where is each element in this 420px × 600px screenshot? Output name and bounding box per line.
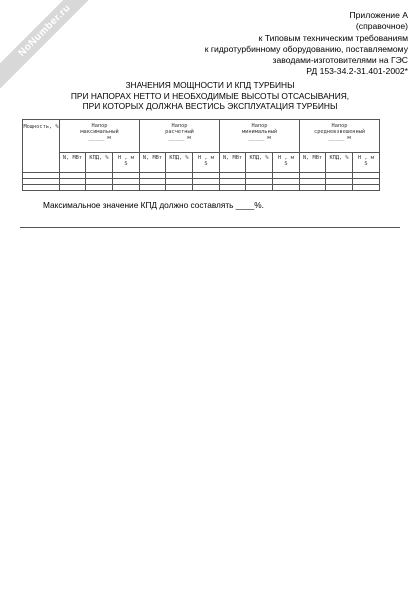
table-cell <box>113 185 140 191</box>
max-efficiency-note: Максимальное значение КПД должно составлять ____%. <box>43 200 264 210</box>
table-cell <box>166 185 193 191</box>
table-cell <box>220 185 246 191</box>
group-label: средневзвешенный <box>314 129 366 135</box>
group-label: Напор <box>91 123 108 129</box>
group-label: Напор <box>251 123 268 129</box>
group-label: Напор <box>171 123 188 129</box>
subcolumn-header: N, МВт <box>140 153 166 173</box>
subcolumn-header: H , м S <box>113 153 140 173</box>
subcolumn-header: H , м S <box>193 153 220 173</box>
subcolumn-header: КПД, % <box>246 153 273 173</box>
subcolumn-header: N, МВт <box>300 153 326 173</box>
group-header-weighted <box>300 120 380 153</box>
subcolumn-header: H , м S <box>353 153 380 173</box>
appendix-line: (справочное) <box>355 21 408 32</box>
group-label: расчетный <box>165 129 194 135</box>
power-column-header: Мощность, % <box>23 120 60 173</box>
table-cell <box>273 185 300 191</box>
group-unit: _____ м <box>88 135 111 141</box>
title-line: ПРИ КОТОРЫХ ДОЛЖНА ВЕСТИСЬ ЭКСПЛУАТАЦИЯ ТУРБИНЫ <box>82 101 338 112</box>
appendix-line: Приложение А <box>349 10 408 20</box>
appendix-line: к Типовым техническим требованиям <box>258 32 408 43</box>
group-unit: _____ м <box>168 135 191 141</box>
group-header-design <box>140 120 220 153</box>
appendix-header <box>148 10 408 78</box>
group-unit: _____ м <box>248 135 271 141</box>
subcolumn-header: КПД, % <box>166 153 193 173</box>
table-cell <box>23 185 60 191</box>
title-line: ПРИ НАПОРАХ НЕТТО И НЕОБХОДИМЫЕ ВЫСОТЫ ОТСАСЫВАНИЯ, <box>70 90 350 101</box>
title-line: ЗНАЧЕНИЯ МОЩНОСТИ И КПД ТУРБИНЫ <box>125 80 295 90</box>
subcolumn-header: N, МВт <box>60 153 86 173</box>
table-cell <box>246 185 273 191</box>
appendix-line: к гидротурбинному оборудованию, поставляемому <box>204 43 408 54</box>
table-subheader-row <box>23 153 380 173</box>
subcolumn-header: H , м S <box>273 153 300 173</box>
group-header-min <box>220 120 300 153</box>
table-cell <box>326 185 353 191</box>
table-cell <box>193 185 220 191</box>
table-cell <box>300 185 326 191</box>
table-cell <box>86 185 113 191</box>
watermark-ribbon: NoNumber.ru <box>0 0 104 90</box>
subcolumn-header: КПД, % <box>86 153 113 173</box>
subcolumn-header: N, МВт <box>220 153 246 173</box>
subcolumn-header: КПД, % <box>326 153 353 173</box>
divider <box>20 227 400 228</box>
table-cell <box>60 185 86 191</box>
group-header-max <box>60 120 140 153</box>
table-row <box>23 185 380 191</box>
turbine-values-table <box>22 119 380 191</box>
group-label: Напор <box>331 123 348 129</box>
group-label: минимальный <box>241 129 278 135</box>
appendix-line: РД 153-34.2-31.401-2002* <box>306 66 408 77</box>
document-title <box>0 80 420 112</box>
table-header-row <box>23 120 380 153</box>
table-cell <box>353 185 380 191</box>
group-unit: _____ м <box>328 135 351 141</box>
appendix-line: заводами-изготовителями на ГЭС <box>272 55 408 66</box>
group-label: максимальный <box>80 129 119 135</box>
table-cell <box>140 185 166 191</box>
